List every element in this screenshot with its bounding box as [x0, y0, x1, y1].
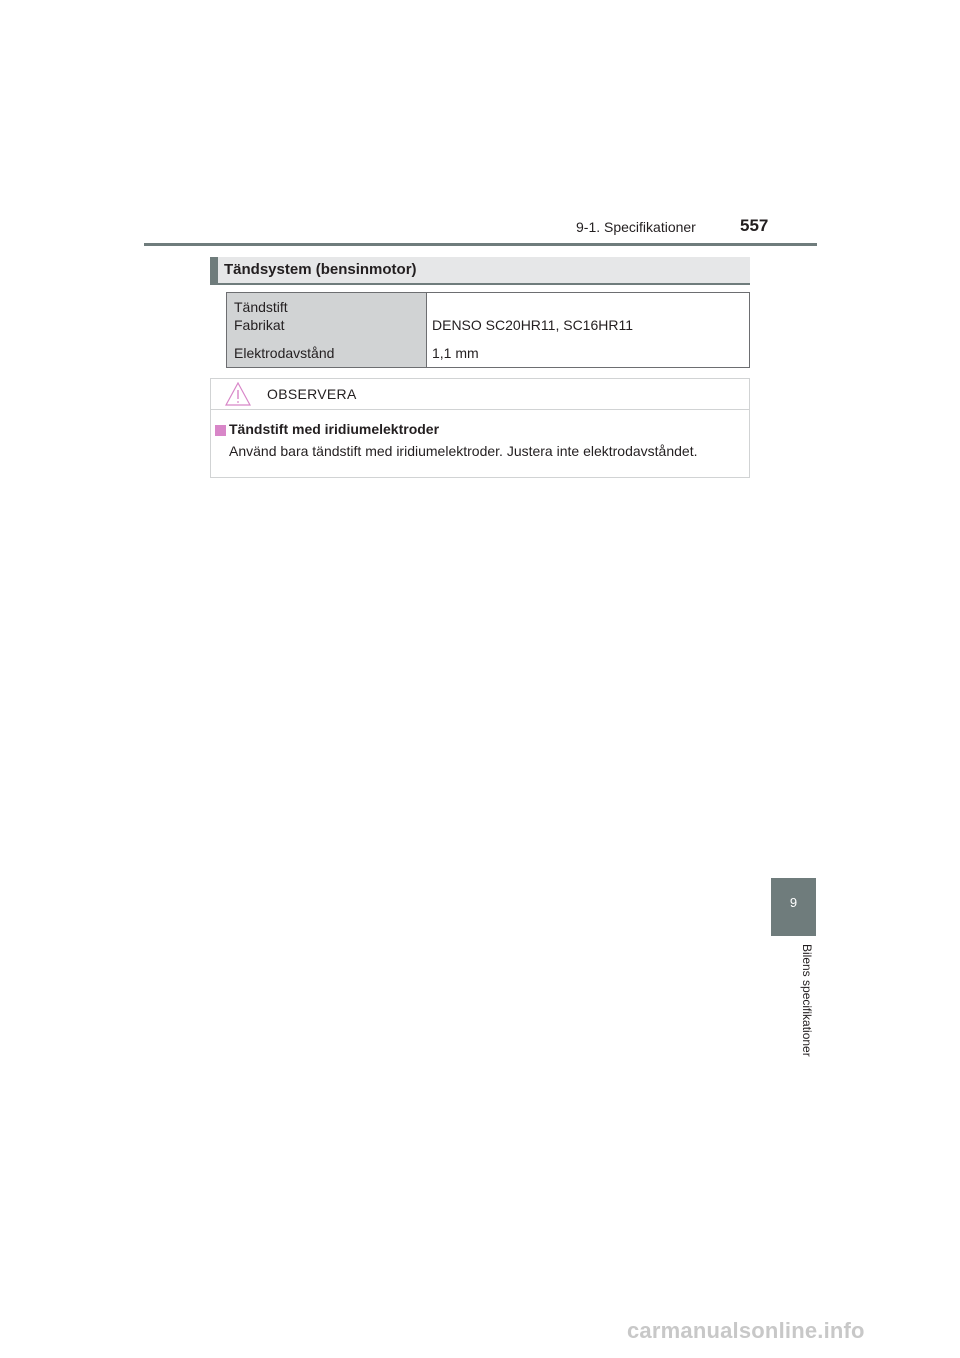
section-title-bar — [210, 257, 750, 285]
spec-label-tandstift: Tändstift — [234, 299, 288, 315]
caution-label: OBSERVERA — [267, 386, 357, 402]
spec-value-elektrodavstand: 1,1 mm — [432, 345, 479, 361]
spec-label-fabrikat: Fabrikat — [234, 317, 285, 333]
chapter-tab — [771, 878, 816, 936]
header-section-title: 9-1. Specifikationer — [576, 219, 696, 235]
spec-table — [226, 292, 750, 368]
chapter-label: Bilens specifikationer — [800, 944, 814, 1057]
bullet-square — [215, 425, 226, 436]
spec-value-fabrikat: DENSO SC20HR11, SC16HR11 — [432, 317, 634, 333]
chapter-number: 9 — [789, 895, 798, 910]
watermark: carmanualsonline.info — [627, 1318, 865, 1343]
section-title: Tändsystem (bensinmotor) — [224, 261, 417, 278]
page-number: 557 — [740, 216, 769, 235]
caution-divider — [211, 409, 749, 410]
caution-box — [210, 378, 750, 478]
warning-triangle-icon — [225, 382, 251, 406]
section-accent — [210, 257, 218, 283]
spec-label-elektrodavstand: Elektrodavstånd — [234, 345, 335, 361]
caution-heading: Tändstift med iridiumelektroder — [229, 421, 440, 437]
caution-body: Använd bara tändstift med iridiumelektroder. Justera inte elektrodavståndet. — [229, 443, 698, 459]
header-rule — [144, 243, 817, 246]
